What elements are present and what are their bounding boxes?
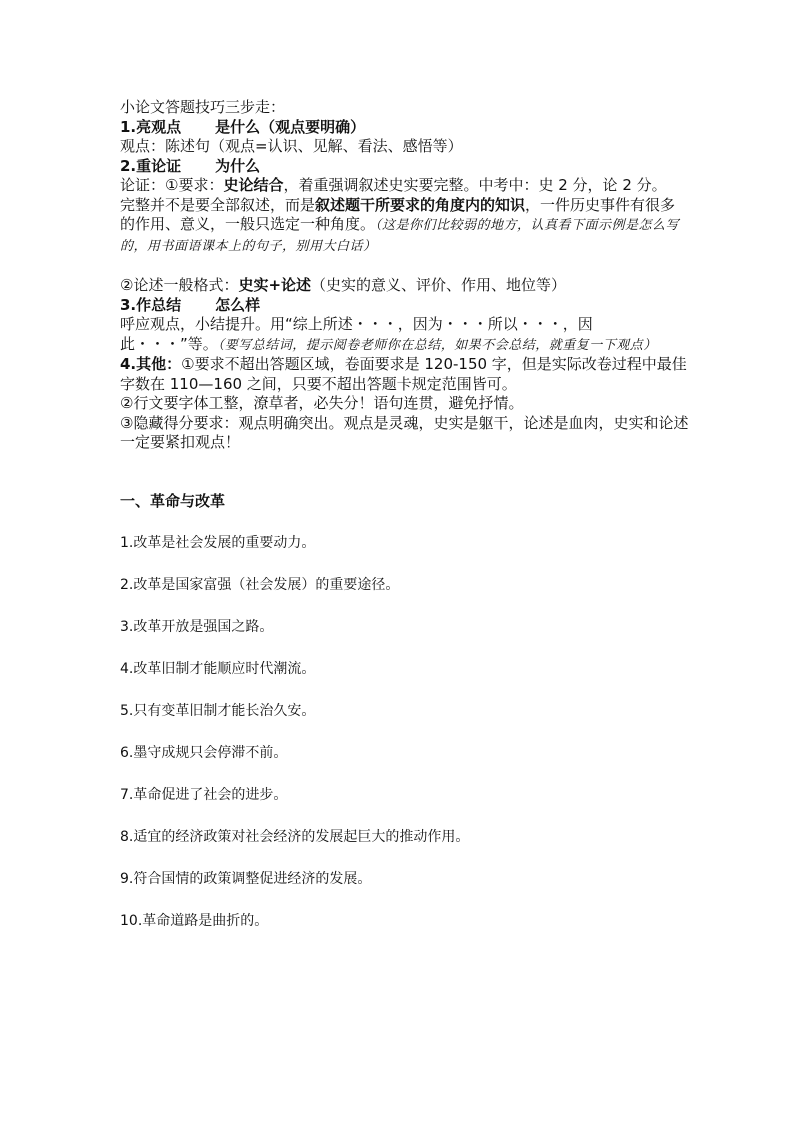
step-4-label: 4.其他： — [120, 355, 182, 373]
text-run: 呼应观点，小结提升。用“综上所述・・・，因为・・・所以・・・，因此・・・”等。 — [120, 315, 593, 353]
step-2-heading — [120, 157, 690, 177]
step-2-format — [120, 276, 690, 296]
spacer — [120, 453, 690, 491]
step-4-writing: ②行文要字体工整，潦草者，必失分！语句连贯，避免抒情。 — [120, 394, 524, 412]
teacher-note: （要写总结词，提示阅卷老师你在总结，如果不会总结，就重复一下观点） — [217, 337, 657, 353]
step-3-subtitle: 怎么样 — [215, 295, 261, 314]
text-run-bold: 叙述题干所要求的角度内的知识 — [315, 195, 526, 214]
step-2-label: 2.重论证 — [120, 156, 182, 175]
list-item: 9.符合国情的政策调整促进经济的发展。 — [120, 870, 372, 887]
step-4-requirement — [120, 355, 690, 394]
list-item: 5.只有变革旧制才能长治久安。 — [120, 702, 316, 719]
list-item: 6.墨守成规只会停滞不前。 — [120, 744, 288, 761]
text-run: 论证：①要求： — [120, 176, 224, 194]
text-run: ，一件历史事件有很多的作用、意义，一般只选定一种角度。 — [120, 195, 676, 233]
list-item: 7.革命促进了社会的进步。 — [120, 786, 288, 803]
list-item: 2.改革是国家富强（社会发展）的重要途径。 — [120, 576, 400, 593]
tips-title: 小论文答题技巧三步走： — [120, 98, 286, 116]
step-1-label: 1.亮观点 — [120, 117, 182, 136]
text-run: 完整并不是要全部叙述，而是 — [120, 195, 316, 214]
step-3-line — [120, 315, 690, 355]
text-run-bold: 史论结合 — [223, 176, 284, 194]
list-item: 10.革命道路是曲折的。 — [120, 912, 269, 929]
step-3-label: 3.作总结 — [120, 295, 182, 314]
list-item: 4.改革旧制才能顺应时代潮流。 — [120, 660, 316, 677]
text-run: ，着重强调叙述史实要完整。中考中：史 2 分，论 2 分。 — [283, 176, 667, 194]
text-run: ②论述一般格式： — [120, 276, 239, 294]
list-item: 3.改革开放是强国之路。 — [120, 618, 274, 635]
list-item: 1.改革是社会发展的重要动力。 — [120, 534, 316, 551]
step-4-hidden-score: ③隐藏得分要求：观点明确突出。观点是灵魂，史实是躯干，论述是血肉，史实和论述一定要紧扣观点！ — [120, 413, 689, 451]
step-1-line: 观点：陈述句（观点=认识、见解、看法、感悟等） — [120, 137, 463, 155]
step-3-heading — [120, 296, 690, 316]
step-2-subtitle: 为什么 — [215, 156, 261, 175]
text-run: ①要求不超出答题区域，卷面要求是 120-150 字，但是实际改卷过程中最佳字数在 110—160 之间，只要不超出答题卡规定范围皆可。 — [120, 355, 687, 393]
teacher-note: （这是你们比较弱的地方，认真看下面示例是怎么写的，用书面语课本上的句子，别用大白话） — [120, 218, 680, 254]
step-2-requirement — [120, 176, 690, 196]
text-run-bold: 史实+论述 — [238, 276, 312, 294]
document-page — [120, 98, 690, 931]
tips-block — [120, 98, 690, 453]
text-run: （史实的意义、评价、作用、地位等） — [311, 276, 567, 294]
list-item: 8.适宜的经济政策对社会经济的发展起巨大的推动作用。 — [120, 828, 470, 845]
spacer — [120, 256, 690, 276]
step-1-heading — [120, 118, 690, 138]
step-1-subtitle: 是什么（观点要明确） — [215, 117, 366, 136]
section-title: 一、革命与改革 — [120, 491, 226, 510]
viewpoint-list — [120, 533, 690, 931]
step-2-completeness — [120, 196, 690, 257]
